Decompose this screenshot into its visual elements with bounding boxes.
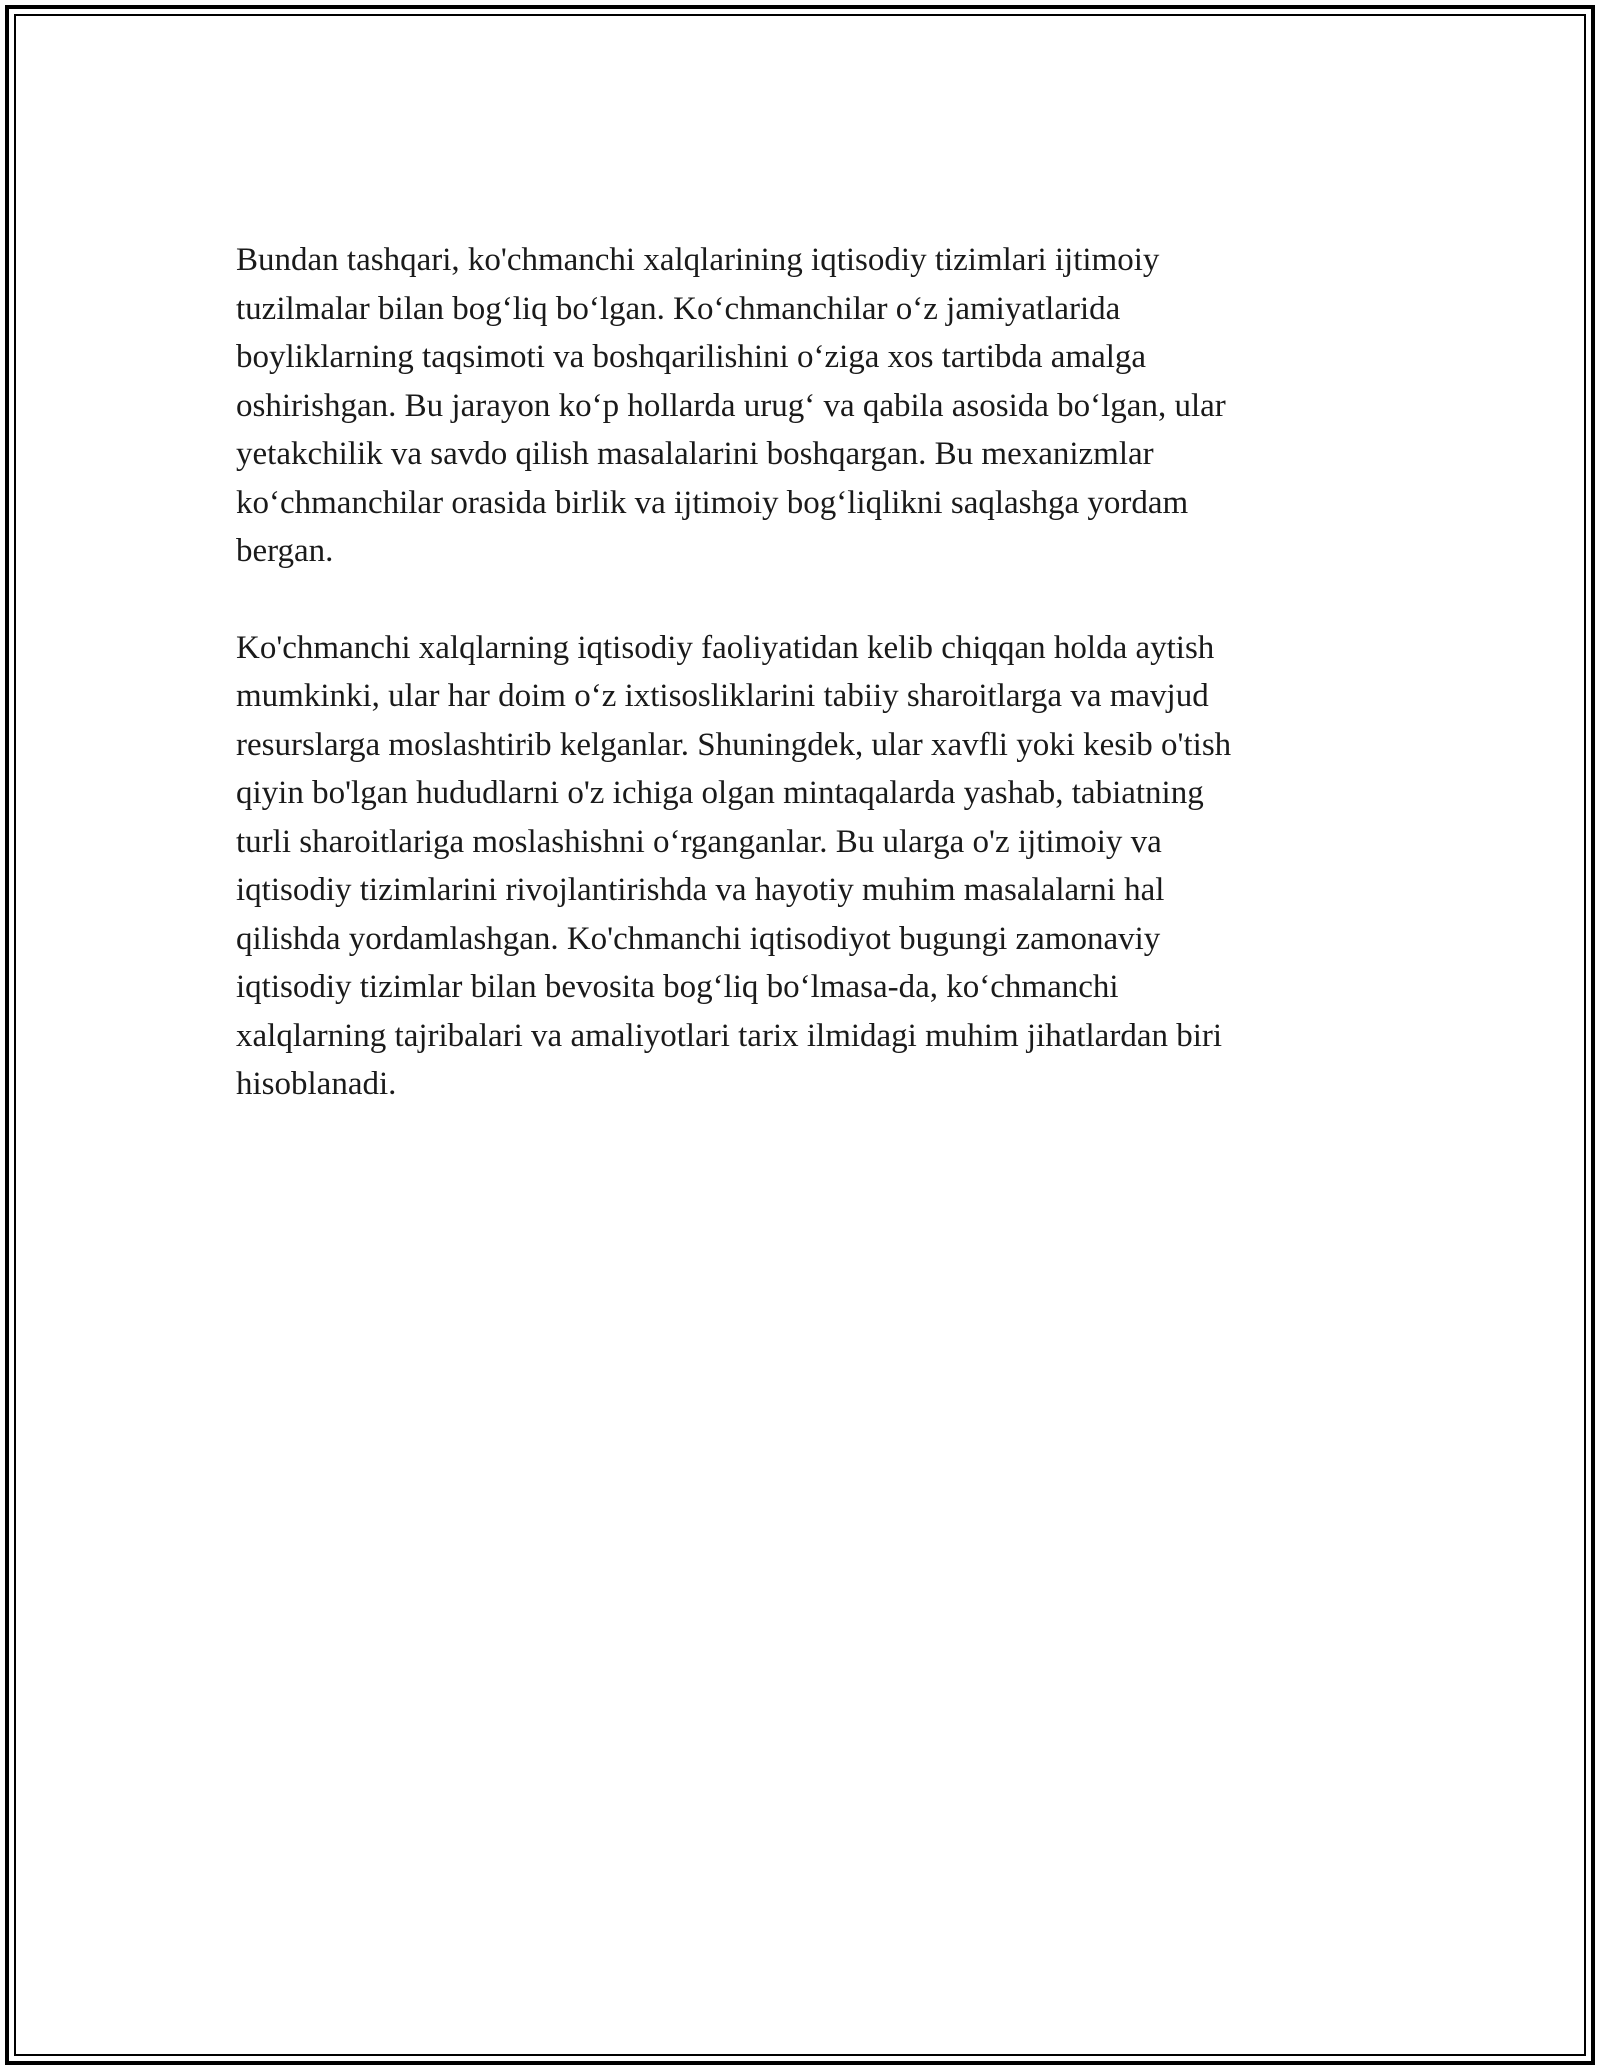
text-line: bergan. (236, 533, 334, 569)
text-line: yetakchilik va savdo qilish masalalarini boshqargan. Bu mexanizmlar (236, 436, 1154, 472)
text-line: qiyin bo'lgan hududlarni o'z ichiga olgan mintaqalarda yashab, tabiatning (236, 775, 1204, 811)
paragraph-1 (236, 236, 1366, 576)
text-line: hisoblanadi. (236, 1066, 397, 1102)
text-line: resurslarga moslashtirib kelganlar. Shuningdek, ular xavfli yoki kesib o'tish (236, 726, 1232, 763)
text-line: qilishda yordamlashgan. Ko'chmanchi iqtisodiyot bugungi zamonaviy (236, 920, 1161, 957)
text-line: Bundan tashqari, ko'chmanchi xalqlarining iqtisodiy tizimlari ijtimoiy (236, 242, 1160, 278)
text-line: ko‘chmanchilar orasida birlik va ijtimoiy bog‘liqlikni saqlashga yordam (236, 484, 1189, 521)
text-line: xalqlarning tajribalari va amaliyotlari tarix ilmidagi muhim jihatlardan biri (236, 1017, 1223, 1054)
text-line: Ko'chmanchi xalqlarning iqtisodiy faoliyatidan kelib chiqqan holda aytish (236, 629, 1215, 666)
text-line: iqtisodiy tizimlar bilan bevosita bog‘liq bo‘lmasa-da, ko‘chmanchi (236, 969, 1119, 1005)
paragraph-2 (236, 624, 1366, 1109)
text-line: tuzilmalar bilan bog‘liq bo‘lgan. Ko‘chmanchilar o‘z jamiyatlarida (236, 290, 1121, 327)
text-line: iqtisodiy tizimlarini rivojlantirishda va hayotiy muhim masalalarni hal (236, 872, 1165, 908)
text-line: oshirishgan. Bu jarayon ko‘p hollarda urug‘ va qabila asosida bo‘lgan, ular (236, 387, 1226, 424)
text-line: turli sharoitlariga moslashishni o‘rganganlar. Bu ularga o'z ijtimoiy va (236, 823, 1162, 860)
text-line: boyliklarning taqsimoti va boshqarilishini o‘ziga xos tartibda amalga (236, 339, 1147, 375)
text-line: mumkinki, ular har doim o‘z ixtisosliklarini tabiiy sharoitlarga va mavjud (236, 678, 1209, 714)
document-body (236, 236, 1366, 1109)
